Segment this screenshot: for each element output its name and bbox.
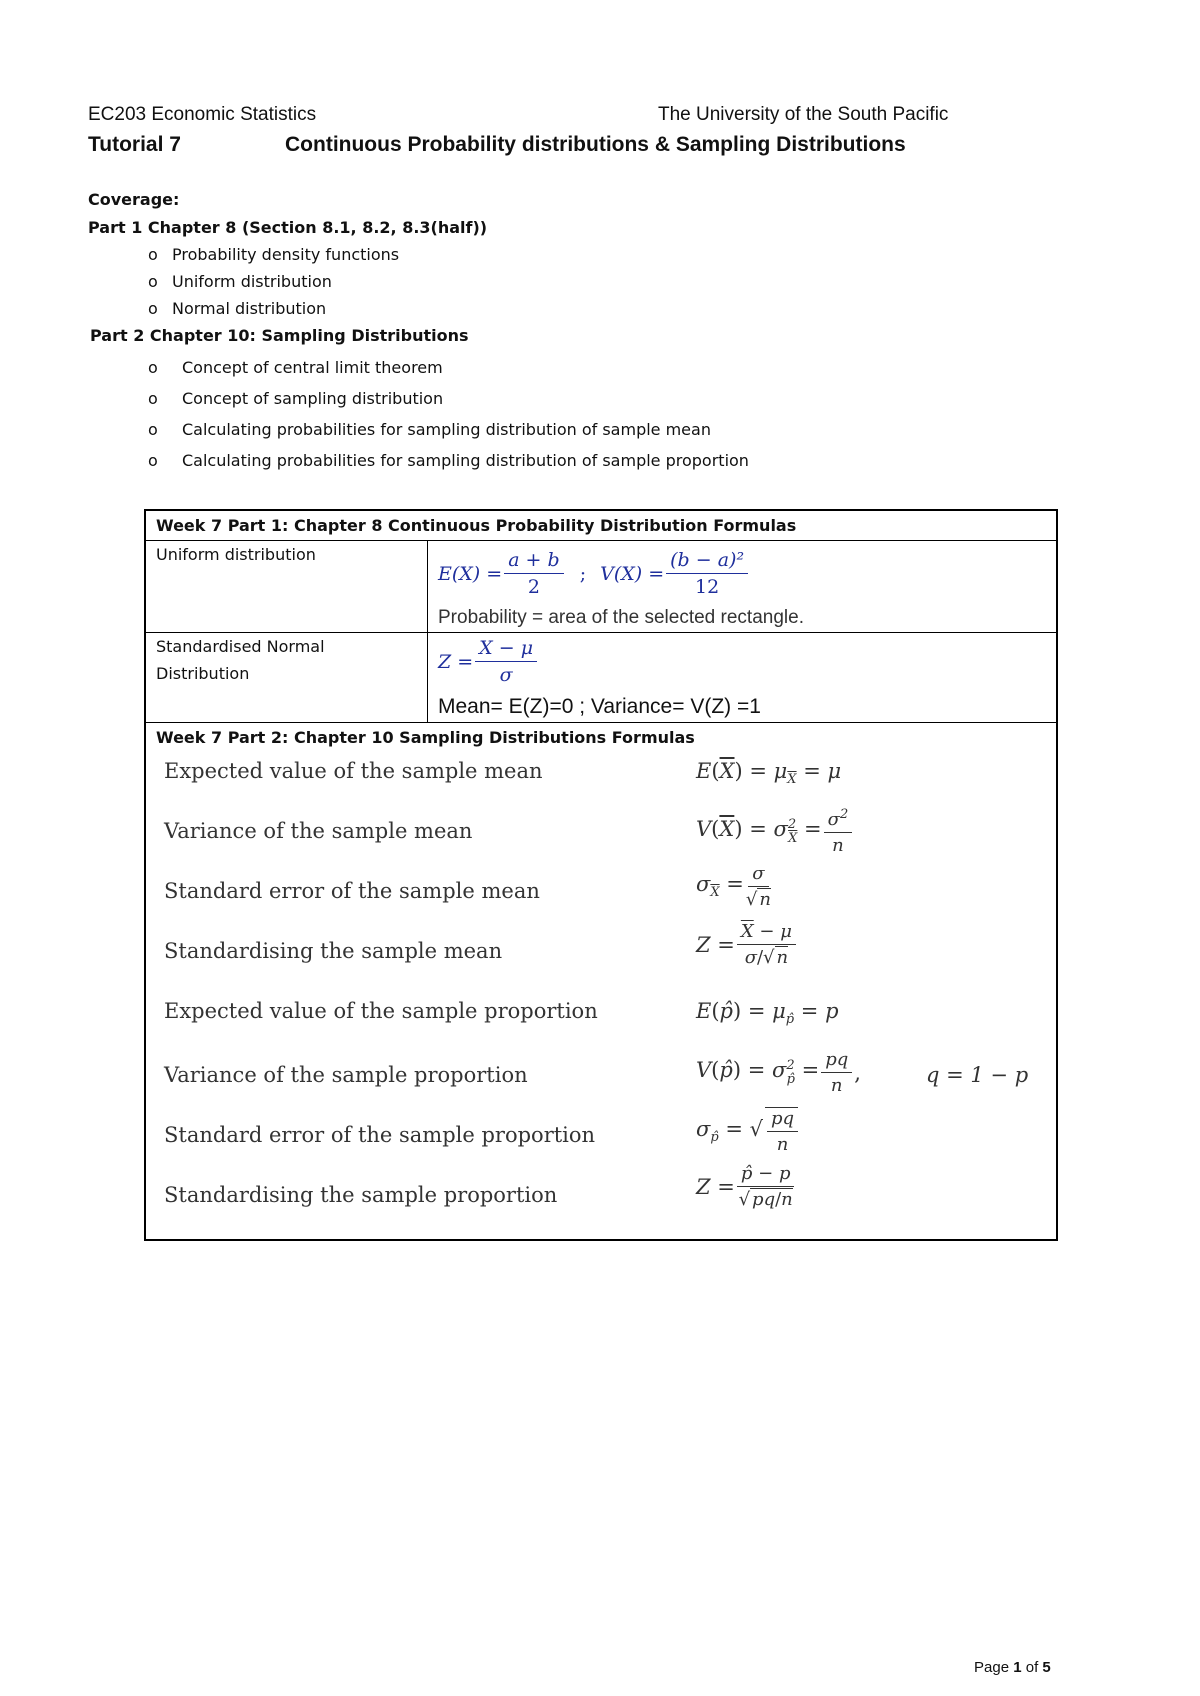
formula-label: Standardising the sample mean	[164, 939, 503, 963]
tutorial-title: Continuous Probability distributions & Sampling Distributions	[285, 133, 906, 156]
part1-header-row	[146, 511, 1056, 541]
list-item: o Probability density functions	[148, 245, 400, 264]
formula-label: Standard error of the sample proportion	[164, 1123, 596, 1147]
formula-label: Expected value of the sample mean	[164, 759, 543, 783]
part2-title: Part 2 Chapter 10: Sampling Distributions	[90, 326, 469, 345]
formula-label: Standardising the sample proportion	[164, 1183, 558, 1207]
list-item: o Concept of sampling distribution	[148, 389, 444, 408]
formula-expr: $\sigma_{p̂}$ = √ $\frac{pq}{n}$	[696, 1107, 800, 1155]
part2-section	[146, 723, 1056, 1239]
formula-expr: $V(\overline{X}) = \sigma^2_{\overline{X}}$ = $\frac{\sigma^2}{n}$	[696, 807, 854, 856]
formula-extra: q = 1 − p	[926, 1063, 1029, 1087]
formula-expr: $E(\overline{X}) = \mu_{\overline{X}} = \mu$	[696, 759, 842, 788]
uniform-row	[146, 541, 1056, 633]
formula-table	[144, 509, 1058, 1241]
normal-label-1: Standardised Normal	[156, 637, 325, 656]
formula-expr: Z = $\frac{\overline{X} - \mu}{\sigma/√ n}$	[696, 921, 798, 968]
part2-header: Week 7 Part 2: Chapter 10 Sampling Distributions Formulas	[156, 728, 695, 747]
uniform-label: Uniform distribution	[156, 545, 316, 564]
normal-row	[146, 633, 1056, 723]
formula-label: Expected value of the sample proportion	[164, 999, 598, 1023]
formula-label: Standard error of the sample mean	[164, 879, 540, 903]
normal-label-2: Distribution	[156, 664, 250, 683]
formula-label: Variance of the sample mean	[164, 819, 473, 843]
normal-note: Mean= E(Z)=0 ; Variance= V(Z) =1	[438, 695, 761, 718]
list-item: o Calculating probabilities for sampling distribution of sample mean	[148, 420, 711, 439]
tutorial-number: Tutorial 7	[88, 133, 181, 156]
formula-label: Variance of the sample proportion	[164, 1063, 528, 1087]
list-item: o Calculating probabilities for sampling distribution of sample proportion	[148, 451, 749, 470]
list-item: o Concept of central limit theorem	[148, 358, 443, 377]
university-name: The University of the South Pacific	[658, 104, 949, 125]
formula-expr: E(p̂) = $\mu_{p̂} = p$	[696, 999, 839, 1028]
page-number: Page 1 of 5	[974, 1659, 1051, 1676]
uniform-note: Probability = area of the selected rectangle.	[438, 607, 804, 628]
formula-expr: Z = $\frac{p̂ - p}{√ pq/n}$	[696, 1163, 793, 1210]
formula-expr: V(p̂) = $\sigma^2_{p̂}$ = $\frac{pq}{n}$ ,	[696, 1049, 861, 1096]
header-line	[88, 104, 998, 130]
part1-title: Part 1 Chapter 8 (Section 8.1, 8.2, 8.3(half))	[88, 218, 488, 237]
coverage-heading: Coverage:	[88, 190, 180, 209]
title-line	[88, 133, 1088, 163]
course-name: EC203 Economic Statistics	[88, 104, 317, 125]
uniform-formula: E(X) = $\frac{a + b}{2}$ ; V(X) = $\frac{\text{(b − a)²}}{12}$	[438, 549, 750, 598]
list-item: o Normal distribution	[148, 299, 327, 318]
formula-expr: $\sigma_{\overline{X}}$ = $\frac{\sigma}{√ n}$	[696, 863, 771, 910]
list-item: o Uniform distribution	[148, 272, 332, 291]
part1-header: Week 7 Part 1: Chapter 8 Continuous Probability Distribution Formulas	[156, 516, 797, 535]
normal-formula: Z = $\frac{X - \mu}{\sigma}$	[438, 637, 539, 686]
